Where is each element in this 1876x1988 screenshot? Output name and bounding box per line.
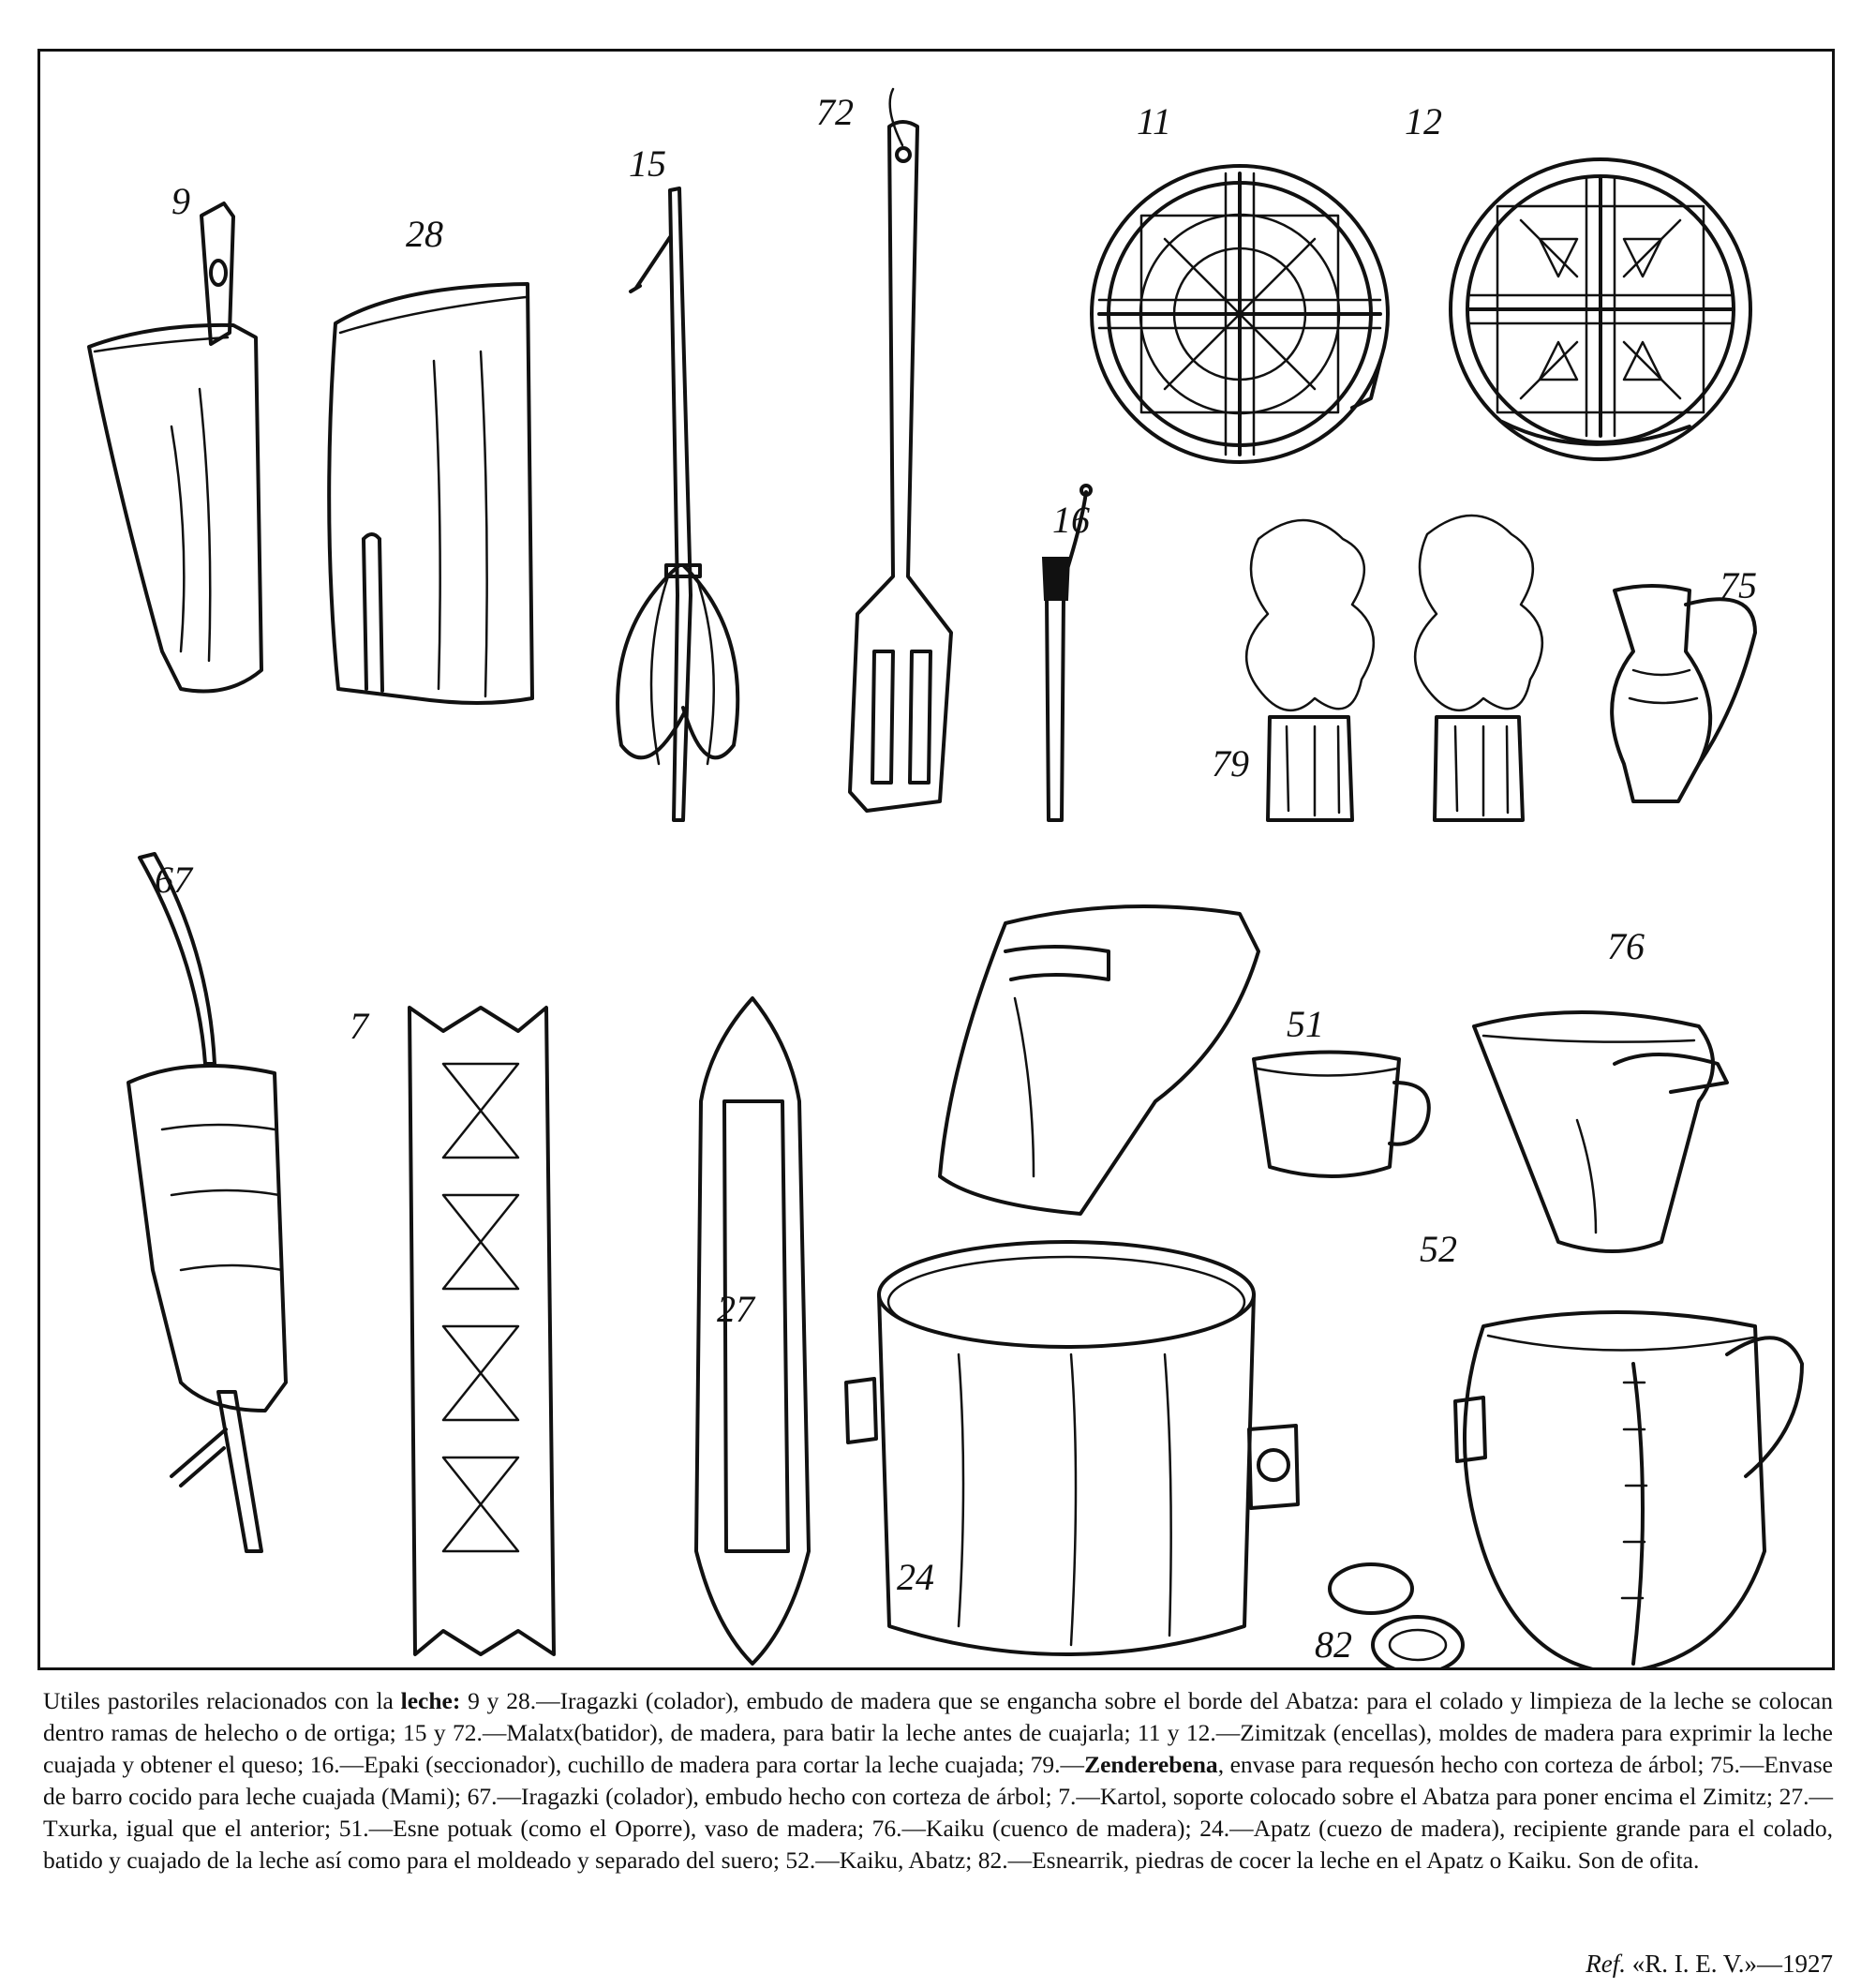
- kartol-7-drawing: [409, 1008, 554, 1654]
- item-number-51: 51: [1287, 1003, 1324, 1045]
- figure-caption: [43, 1685, 1833, 1876]
- item-number-15: 15: [629, 142, 666, 185]
- caption-intro-bold: leche:: [400, 1687, 461, 1714]
- caption-intro: Utiles pastoriles relacionados con la: [43, 1687, 401, 1714]
- reference-line: [1586, 1950, 1833, 1979]
- item-number-7: 7: [350, 1005, 368, 1047]
- caption-bold-term: Zenderebena: [1084, 1751, 1218, 1778]
- item-number-16: 16: [1052, 499, 1090, 541]
- item-number-27: 27: [717, 1288, 754, 1330]
- zimitzak-12-drawing: [1451, 159, 1750, 459]
- kaiku-52-drawing: [1455, 1312, 1802, 1667]
- reference-prefix: Ref.: [1586, 1950, 1626, 1978]
- txurka-27-drawing: [696, 998, 809, 1664]
- item-number-82: 82: [1315, 1623, 1352, 1666]
- iragazki-67-drawing: [128, 854, 286, 1551]
- item-number-28: 28: [406, 213, 443, 255]
- malatx-15-drawing: [618, 188, 737, 820]
- item-number-72: 72: [816, 91, 854, 133]
- item-number-79: 79: [1212, 742, 1249, 785]
- zenderebena-79-drawing: [1246, 516, 1542, 820]
- malatx-72-drawing: [850, 89, 951, 811]
- item-number-24: 24: [897, 1556, 934, 1598]
- item-number-76: 76: [1607, 925, 1645, 967]
- item-number-11: 11: [1137, 100, 1172, 142]
- illustration-plate: [37, 49, 1835, 1670]
- iragazki-9-drawing: [89, 203, 261, 692]
- zimitzak-11-drawing: [1092, 166, 1388, 462]
- lidded-vessel-drawing: [940, 906, 1258, 1214]
- esne-potuak-51-drawing: [1254, 1053, 1429, 1177]
- item-number-9: 9: [171, 180, 190, 222]
- mami-75-drawing: [1612, 586, 1755, 801]
- iragazki-28-drawing: [329, 284, 532, 703]
- reference-text: «R. I. E. V.»—1927: [1625, 1950, 1833, 1978]
- item-number-52: 52: [1420, 1228, 1457, 1270]
- item-number-12: 12: [1405, 100, 1442, 142]
- item-number-75: 75: [1720, 564, 1757, 606]
- caption-part-2: , envase para requesón hecho con corteza de árbol; 75.—Envase de barro cocido para leche cuajada (Mami); 67.—Iragazki (colador), embudo hecho con corteza de árbol; 7.—Kartol, soporte colocado sobre el Abatza para poner encima el Zimitz; 27.—Txurka, igual que el anterior; 51.—Esne potuak (como el Oporre), vaso de madera; 76.—Kaiku (cuenco de madera); 24.—Apatz (cuezo de madera), recipiente grande para el colado, batido y cuajado de la leche así como para el moldeado y separado del suero; 52.—Kaiku, Abatz; 82.—Esnearrik, piedras de cocer la leche en el Apatz o Kaiku. Son de ofita.: [43, 1751, 1833, 1874]
- kaiku-76-drawing: [1474, 1012, 1727, 1251]
- drawing-canvas: [40, 52, 1832, 1667]
- caption-part-1: 9 y 28.—Iragazki (colador), embudo de madera que se engancha sobre el borde del Abatza: para el colado y limpieza de la leche se colocan dentro ramas de helecho o de ortiga; 15 y 72.—Malatx(batidor), de madera, para batir la leche antes de cuajarla; 11 y 12.—Zimitzak (encellas), moldes de madera para exprimir la leche cuajada y obtener el queso; 16.—Epaki (seccionador), cuchillo de madera para cortar la leche cuajada; 79.—: [43, 1687, 1833, 1778]
- item-number-67: 67: [155, 859, 192, 901]
